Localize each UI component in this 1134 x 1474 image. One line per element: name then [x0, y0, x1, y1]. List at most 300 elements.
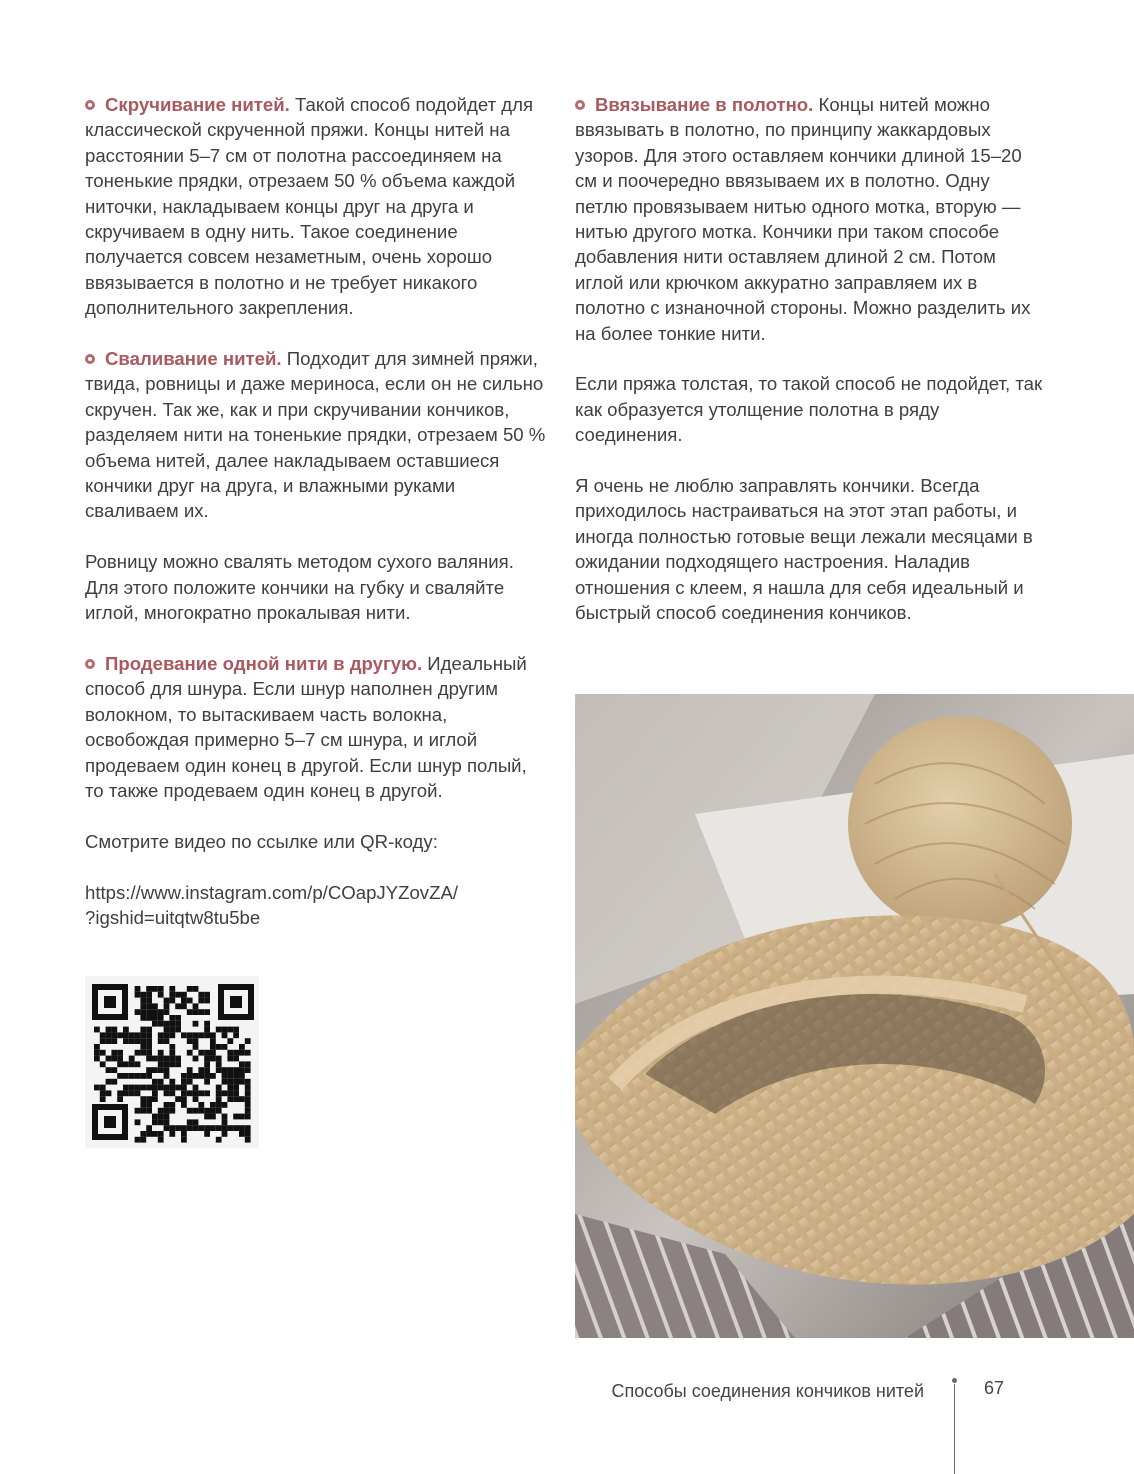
qr-module	[152, 986, 158, 992]
qr-module	[140, 998, 146, 1004]
qr-module	[158, 1114, 164, 1120]
qr-module	[181, 1085, 187, 1091]
qr-module	[233, 1050, 239, 1056]
qr-module	[187, 1009, 193, 1015]
qr-module	[227, 1050, 233, 1056]
qr-module	[233, 1056, 239, 1062]
qr-module	[169, 1102, 175, 1108]
qr-module	[245, 1038, 251, 1044]
qr-module	[233, 1096, 239, 1102]
qr-module	[187, 1038, 193, 1044]
qr-module	[227, 1073, 233, 1079]
qr-module	[146, 1038, 152, 1044]
qr-module	[204, 1079, 210, 1085]
qr-module	[239, 1125, 245, 1131]
qr-module	[123, 1090, 129, 1096]
method-heading: Скручивание нитей.	[105, 94, 290, 115]
qr-module	[135, 1073, 141, 1079]
qr-module	[94, 1044, 100, 1050]
qr-module	[169, 1021, 175, 1027]
qr-module	[111, 1067, 117, 1073]
qr-module	[158, 1056, 164, 1062]
qr-module	[187, 1079, 193, 1085]
qr-module	[216, 1090, 222, 1096]
qr-module	[239, 1067, 245, 1073]
qr-module	[187, 1108, 193, 1114]
qr-module	[152, 1067, 158, 1073]
qr-module	[245, 1125, 251, 1131]
qr-module	[146, 1032, 152, 1038]
thick-yarn-paragraph: Если пряжа толстая, то такой способ не подойдет, так как образуется утолщение полотна в ряду соединения.	[575, 373, 1043, 446]
qr-module	[106, 1038, 112, 1044]
qr-module	[175, 1061, 181, 1067]
qr-module	[210, 1050, 216, 1056]
qr-module	[187, 1050, 193, 1056]
qr-module	[227, 1038, 233, 1044]
qr-module	[216, 1061, 222, 1067]
video-link-line2[interactable]: ?igshid=uitqtw8tu5be	[85, 906, 261, 928]
qr-module	[146, 1096, 152, 1102]
qr-module	[175, 1125, 181, 1131]
qr-module	[146, 1125, 152, 1131]
qr-module	[227, 1090, 233, 1096]
qr-module	[135, 992, 141, 998]
qr-module	[140, 1044, 146, 1050]
qr-module	[187, 1090, 193, 1096]
method-text: Идеальный способ для шнура. Если шнур наполнен другим волокном, то вытаскиваем часть волокна, освобождая примерно 5–7 см шнура, и иглой продеваем один конец в другой. Если шнур полый, то также продеваем один конец в другой.	[85, 652, 527, 801]
qr-module	[146, 1102, 152, 1108]
qr-module	[164, 1003, 170, 1009]
qr-module	[239, 1050, 245, 1056]
page-number: 67	[984, 1378, 1005, 1398]
qr-module	[233, 1032, 239, 1038]
qr-module	[100, 1032, 106, 1038]
qr-module	[187, 986, 193, 992]
qr-module	[216, 1125, 222, 1131]
qr-module	[94, 1050, 100, 1056]
qr-module	[198, 1050, 204, 1056]
qr-module	[216, 1067, 222, 1073]
qr-module	[100, 1050, 106, 1056]
qr-module	[117, 1050, 123, 1056]
knitting-photo	[575, 694, 1134, 1338]
qr-module	[239, 1131, 245, 1137]
qr-module	[169, 1090, 175, 1096]
qr-module	[164, 1114, 170, 1120]
qr-module	[164, 1061, 170, 1067]
qr-module	[146, 1003, 152, 1009]
qr-module	[164, 1009, 170, 1015]
qr-module	[216, 1096, 222, 1102]
qr-module	[123, 1038, 129, 1044]
qr-module	[227, 1085, 233, 1091]
qr-module	[210, 1056, 216, 1062]
qr-module	[222, 1044, 228, 1050]
bullet-icon	[85, 100, 95, 110]
qr-module	[222, 1102, 228, 1108]
video-link-line1[interactable]: https://www.instagram.com/p/COapJYZovZA/	[85, 881, 459, 903]
qr-module	[152, 1003, 158, 1009]
qr-module	[135, 1108, 141, 1114]
qr-module	[158, 986, 164, 992]
qr-module	[216, 1108, 222, 1114]
qr-module	[111, 1038, 117, 1044]
qr-module	[239, 1061, 245, 1067]
method-twisting	[85, 92, 550, 321]
qr-module	[164, 1090, 170, 1096]
qr-module	[94, 1056, 100, 1062]
qr-module	[187, 1119, 193, 1125]
qr-module	[123, 1085, 129, 1091]
qr-module	[227, 1125, 233, 1131]
qr-module	[146, 1073, 152, 1079]
qr-module	[210, 1114, 216, 1120]
qr-module	[169, 986, 175, 992]
qr-module	[233, 1085, 239, 1091]
qr-module	[106, 1032, 112, 1038]
qr-module	[158, 1085, 164, 1091]
qr-module	[94, 1027, 100, 1033]
qr-module	[204, 1009, 210, 1015]
qr-module	[100, 1038, 106, 1044]
qr-module	[227, 1027, 233, 1033]
qr-module	[204, 1125, 210, 1131]
qr-module	[140, 1027, 146, 1033]
qr-module	[181, 1079, 187, 1085]
video-prompt: Смотрите видео по ссылке или QR-коду:	[85, 830, 438, 852]
qr-module	[193, 1032, 199, 1038]
qr-module	[111, 1032, 117, 1038]
qr-module	[158, 1021, 164, 1027]
qr-module	[129, 1061, 135, 1067]
qr-module	[210, 1102, 216, 1108]
method-knitting-in	[575, 92, 1045, 346]
qr-module	[245, 1102, 251, 1108]
qr-module	[106, 1067, 112, 1073]
qr-module	[187, 1125, 193, 1131]
qr-module	[175, 992, 181, 998]
qr-code[interactable]	[85, 976, 259, 1148]
qr-module	[106, 1056, 112, 1062]
qr-module	[216, 1027, 222, 1033]
qr-module	[140, 1032, 146, 1038]
qr-module	[233, 1090, 239, 1096]
qr-module	[100, 1061, 106, 1067]
qr-module	[152, 1085, 158, 1091]
qr-module	[146, 1131, 152, 1137]
qr-module	[117, 1061, 123, 1067]
qr-module	[158, 1119, 164, 1125]
qr-module	[164, 1056, 170, 1062]
qr-module	[239, 1073, 245, 1079]
qr-module	[175, 1096, 181, 1102]
qr-module	[152, 1114, 158, 1120]
qr-module	[181, 1102, 187, 1108]
qr-module	[164, 1067, 170, 1073]
qr-module	[245, 1137, 251, 1143]
qr-module	[181, 1032, 187, 1038]
qr-module	[204, 1021, 210, 1027]
qr-module	[216, 1044, 222, 1050]
qr-module	[158, 1137, 164, 1143]
qr-module	[135, 1061, 141, 1067]
qr-module	[239, 1044, 245, 1050]
qr-module	[239, 1079, 245, 1085]
qr-module	[193, 1108, 199, 1114]
qr-module	[140, 1038, 146, 1044]
qr-module	[164, 1073, 170, 1079]
qr-module	[210, 1125, 216, 1131]
qr-module	[164, 998, 170, 1004]
qr-module	[245, 1085, 251, 1091]
qr-module	[198, 1067, 204, 1073]
qr-module	[111, 1079, 117, 1085]
qr-module	[169, 1027, 175, 1033]
qr-module	[135, 986, 141, 992]
qr-module	[135, 1137, 141, 1143]
qr-module	[123, 1061, 129, 1067]
bullet-icon	[575, 100, 585, 110]
qr-module	[152, 1090, 158, 1096]
qr-module	[193, 1119, 199, 1125]
qr-module	[117, 1090, 123, 1096]
qr-module	[129, 1032, 135, 1038]
qr-module	[204, 1056, 210, 1062]
qr-module	[152, 1131, 158, 1137]
qr-module	[187, 998, 193, 1004]
bullet-icon	[85, 659, 95, 669]
qr-module	[193, 1038, 199, 1044]
qr-module	[158, 1079, 164, 1085]
qr-module	[198, 998, 204, 1004]
qr-module	[169, 998, 175, 1004]
qr-module	[169, 1032, 175, 1038]
qr-module	[210, 1108, 216, 1114]
qr-module	[245, 1114, 251, 1120]
qr-module	[216, 1056, 222, 1062]
qr-module	[140, 1131, 146, 1137]
qr-module	[175, 1021, 181, 1027]
qr-module	[222, 1131, 228, 1137]
qr-module	[204, 992, 210, 998]
qr-module	[187, 1073, 193, 1079]
method-text: Подходит для зимней пряжи, твида, ровницы и даже мериноса, если он не сильно скручен. Так же, как и при скручивании кончиков, разделяем нити на тоненькие прядки, отрезаем 50 % объема нитей, далее накладываем оставшиеся кончики друг на друга, и влажными руками сваливаем их.	[85, 348, 546, 522]
right-column	[575, 92, 1045, 651]
qr-module	[146, 992, 152, 998]
qr-module	[169, 1108, 175, 1114]
qr-module	[164, 1027, 170, 1033]
qr-module	[193, 1044, 199, 1050]
qr-module	[111, 1056, 117, 1062]
method-heading: Продевание одной нити в другую.	[105, 652, 423, 674]
qr-module	[117, 1032, 123, 1038]
qr-module	[152, 1096, 158, 1102]
qr-module	[210, 1044, 216, 1050]
qr-module	[169, 1044, 175, 1050]
qr-module	[181, 1073, 187, 1079]
qr-module	[111, 1027, 117, 1033]
qr-module	[222, 1079, 228, 1085]
qr-module	[175, 1085, 181, 1091]
qr-module	[106, 1079, 112, 1085]
qr-module	[216, 1137, 222, 1143]
qr-module	[129, 1085, 135, 1091]
method-text: Такой способ подойдет для классической скрученной пряжи. Концы нитей на расстоянии 5–7 см от полотна рассоединяем на тоненькие прядки, отрезаем 50 % объема каждой ниточки, накладываем концы друг на друга и скручиваем в одну нить. Такое соединение получается совсем незаметным, очень хорошо ввязывается в полотно и не требует никакого дополнительного закрепления.	[85, 94, 534, 319]
qr-module	[129, 1056, 135, 1062]
qr-module	[158, 1108, 164, 1114]
qr-module	[204, 1050, 210, 1056]
qr-module	[140, 1015, 146, 1021]
qr-module	[193, 1096, 199, 1102]
qr-module	[146, 1056, 152, 1062]
qr-module	[152, 1079, 158, 1085]
method-threading	[85, 651, 550, 803]
qr-module	[146, 1067, 152, 1073]
qr-module	[181, 1003, 187, 1009]
qr-module	[175, 1056, 181, 1062]
qr-module	[135, 1032, 141, 1038]
method-felting	[85, 346, 550, 524]
qr-module	[140, 1073, 146, 1079]
qr-module	[198, 1032, 204, 1038]
qr-module	[198, 1125, 204, 1131]
dry-felting-paragraph: Ровницу можно свалять методом сухого валяния. Для этого положите кончики на губку и сваляйте иглой, многократно прокалывая нити.	[85, 551, 514, 624]
qr-module	[169, 1131, 175, 1137]
qr-module	[193, 1125, 199, 1131]
qr-module	[140, 1108, 146, 1114]
qr-module	[129, 1090, 135, 1096]
qr-module	[233, 1027, 239, 1033]
qr-module	[117, 1056, 123, 1062]
qr-module	[222, 1090, 228, 1096]
qr-module	[175, 1027, 181, 1033]
qr-module	[123, 1027, 129, 1033]
video-link[interactable]	[85, 880, 550, 931]
qr-module	[245, 1090, 251, 1096]
qr-module	[169, 1061, 175, 1067]
qr-module	[245, 1096, 251, 1102]
qr-module	[135, 1119, 141, 1125]
qr-module	[140, 1003, 146, 1009]
qr-module	[152, 1009, 158, 1015]
left-column	[85, 92, 550, 978]
footer-divider	[954, 1384, 955, 1474]
qr-module	[146, 1108, 152, 1114]
qr-module	[198, 1073, 204, 1079]
qr-module	[210, 1073, 216, 1079]
qr-module	[222, 1027, 228, 1033]
qr-module	[158, 1131, 164, 1137]
qr-module	[204, 1067, 210, 1073]
qr-module	[169, 1079, 175, 1085]
qr-module	[140, 1009, 146, 1015]
personal-note-paragraph: Я очень не люблю заправлять кончики. Всегда приходилось настраиваться на этот этап работы, и иногда полностью готовые вещи лежали месяцами в ожидании подходящего настроения. Наладив отношения с клеем, я нашла для себя идеальный и быстрый способ соединения кончиков.	[575, 475, 1033, 624]
running-section-title: Способы соединения кончиков нитей	[611, 1381, 924, 1401]
qr-module	[106, 1090, 112, 1096]
qr-module	[169, 1050, 175, 1056]
qr-module	[158, 1015, 164, 1021]
qr-module	[187, 1032, 193, 1038]
qr-module	[169, 1015, 175, 1021]
qr-module	[181, 1137, 187, 1143]
qr-module	[245, 1061, 251, 1067]
qr-module	[204, 998, 210, 1004]
qr-module	[135, 1090, 141, 1096]
method-heading: Сваливание нитей.	[105, 348, 282, 370]
qr-module	[204, 1114, 210, 1120]
qr-module	[140, 1137, 146, 1143]
qr-module	[169, 992, 175, 998]
qr-module	[181, 998, 187, 1004]
yarn-knit-illustration	[575, 694, 1134, 1338]
qr-module	[164, 1021, 170, 1027]
qr-module	[158, 1032, 164, 1038]
qr-module	[193, 1021, 199, 1027]
qr-module	[222, 1067, 228, 1073]
qr-module	[169, 1056, 175, 1062]
qr-module	[117, 1073, 123, 1079]
qr-module	[164, 1108, 170, 1114]
qr-module	[146, 1050, 152, 1056]
qr-module	[222, 1119, 228, 1125]
qr-module	[204, 1027, 210, 1033]
qr-module	[204, 1032, 210, 1038]
qr-module	[146, 1009, 152, 1015]
qr-module	[181, 1090, 187, 1096]
qr-module	[181, 1131, 187, 1137]
qr-module	[164, 1032, 170, 1038]
qr-module	[193, 1056, 199, 1062]
qr-module	[187, 1067, 193, 1073]
qr-module	[181, 1096, 187, 1102]
qr-module	[193, 1085, 199, 1091]
qr-module	[175, 1003, 181, 1009]
qr-module	[158, 1061, 164, 1067]
qr-module	[222, 1125, 228, 1131]
qr-module	[164, 1102, 170, 1108]
qr-module	[158, 1067, 164, 1073]
qr-module	[193, 1009, 199, 1015]
qr-module	[233, 1079, 239, 1085]
qr-module	[158, 1038, 164, 1044]
qr-module	[140, 992, 146, 998]
qr-module	[135, 1009, 141, 1015]
qr-module	[204, 1131, 210, 1137]
qr-module	[123, 1032, 129, 1038]
qr-module	[233, 1114, 239, 1120]
qr-module	[198, 1102, 204, 1108]
qr-module	[204, 1108, 210, 1114]
qr-module	[233, 1067, 239, 1073]
qr-module	[146, 986, 152, 992]
qr-module	[152, 1119, 158, 1125]
qr-module	[100, 1096, 106, 1102]
qr-module	[146, 1044, 152, 1050]
qr-module	[245, 1079, 251, 1085]
qr-module	[123, 1073, 129, 1079]
qr-module	[216, 1102, 222, 1108]
qr-module	[169, 1125, 175, 1131]
qr-module	[227, 1056, 233, 1062]
qr-module	[146, 998, 152, 1004]
qr-module	[146, 1015, 152, 1021]
qr-module	[164, 1038, 170, 1044]
qr-module	[222, 1073, 228, 1079]
qr-module	[164, 1119, 170, 1125]
qr-module	[94, 1085, 100, 1091]
qr-module	[222, 1032, 228, 1038]
qr-module	[193, 1073, 199, 1079]
